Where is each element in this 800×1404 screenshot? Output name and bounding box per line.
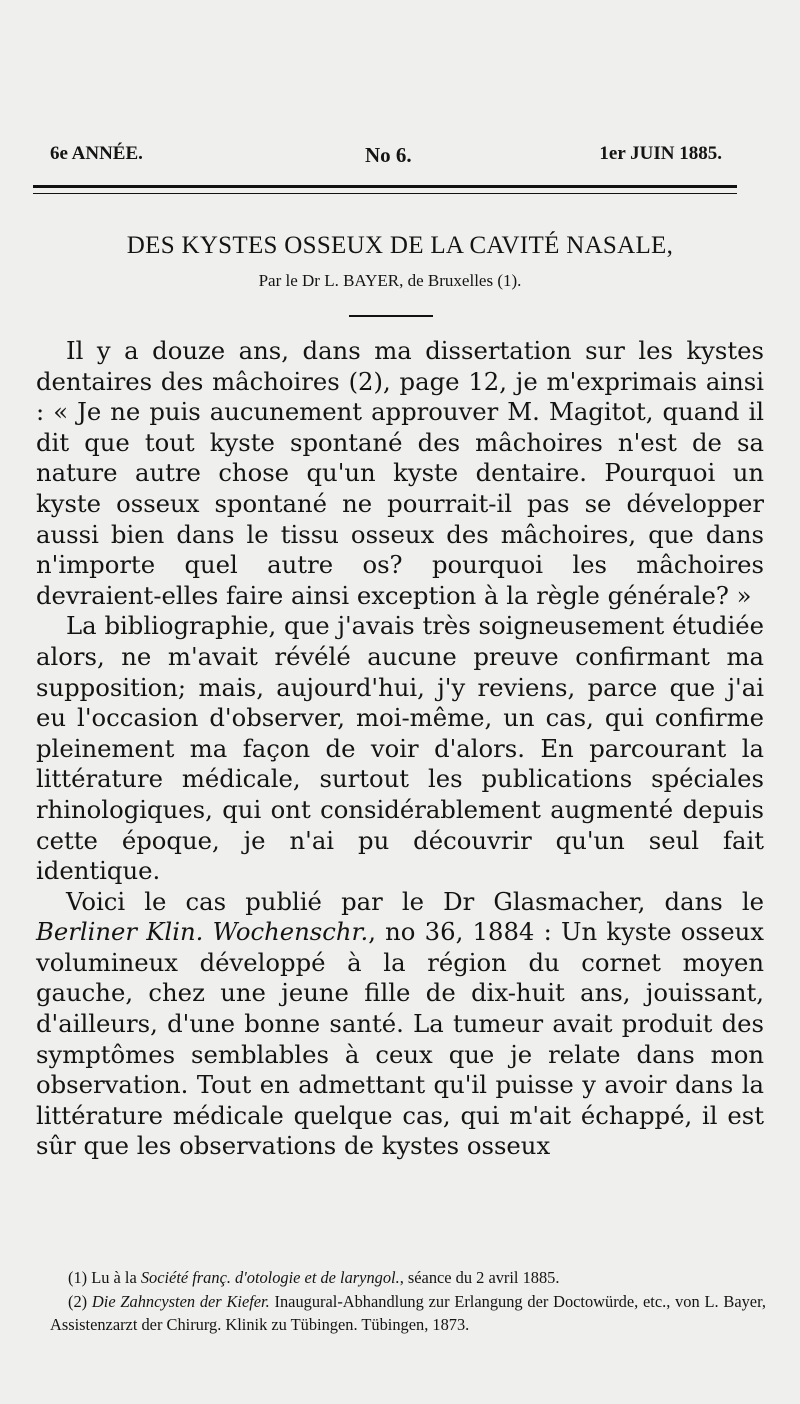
paragraph-3 [36,887,764,1162]
journal-name: Berliner Klin. Wochenschr. [36,917,369,947]
paragraph-3-start: Voici le cas publié par le Dr Glasmacher, dans le [66,886,764,916]
footnote-2-rest: Inaugural-Abhandlung zur Erlangung der Doctowürde, etc., von L. Bayer, Assistenzarzt der Chirurg. Klinik zu Tübingen. Tübingen, 1873. [50,1291,766,1334]
header-year: 6e ANNÉE. [50,143,143,164]
footnotes [50,1266,766,1337]
footnote-2-title: Die Zahncysten der Kiefer. [91,1291,270,1311]
footnote-2-start: (2) [68,1291,88,1311]
paragraph-2: La bibliographie, que j'avais très soigneusement étudiée alors, ne m'avait révélé aucune preuve confirmant ma supposition; mais, aujourd'hui, j'y reviens, parce que j'ai eu l'occasion d'observer, moi-même, un cas, qui confirme pleinement ma façon de voir d'alors. En parcourant la littérature médicale, surtout les publications spéciales rhinologiques, qui ont considérablement augmenté depuis cette époque, je n'ai pu découvrir qu'un seul fait identique. [36,611,764,886]
paragraph-1: Il y a douze ans, dans ma dissertation sur les kystes dentaires des mâchoires (2), page 12, je m'exprimais ainsi : « Je ne puis aucunement approuver M. Magitot, quand il dit que tout kyste spontané des mâchoires n'est de sa nature autre chose qu'un kyste dentaire. Pourquoi un kyste osseux spontané ne pourrait-il pas se développer aussi bien dans le tissu osseux des mâchoires, que dans n'importe quel autre os? pourquoi les mâchoires devraient-elles faire ainsi exception à la règle générale? » [36,336,764,610]
title-divider [349,315,433,317]
footnote-1-rest: , séance du 2 avril 1885. [399,1268,560,1287]
footnote-1-start: (1) Lu à la [68,1268,137,1287]
article-body [36,336,764,1162]
header-issue-number: No 6. [365,143,412,167]
article-title: DES KYSTES OSSEUX DE LA CAVITÉ NASALE, [126,232,674,259]
article-byline: Par le Dr L. BAYER, de Bruxelles (1). [258,271,522,290]
header-rule-thick [33,185,737,188]
footnote-1-society: Société franç. d'otologie et de laryngol. [140,1268,400,1287]
page-header [50,143,722,171]
footnote-2 [50,1290,766,1337]
footnote-1 [50,1266,766,1290]
paragraph-3-rest: , no 36, 1884 : Un kyste osseux volumineux développé à la région du cornet moyen gauche, chez une jeune fille de dix-huit ans, jouissant, d'ailleurs, d'une bonne santé. La tumeur avait produit des symptômes semblables à ceux que je relate dans mon observation. Tout en admettant qu'il puisse y avoir dans la littérature médicale quelque cas, qui m'ait échappé, il est sûr que les observations de kystes osseux [36,917,765,1161]
header-rule-thin [33,193,737,194]
header-date: 1er JUIN 1885. [599,143,722,164]
